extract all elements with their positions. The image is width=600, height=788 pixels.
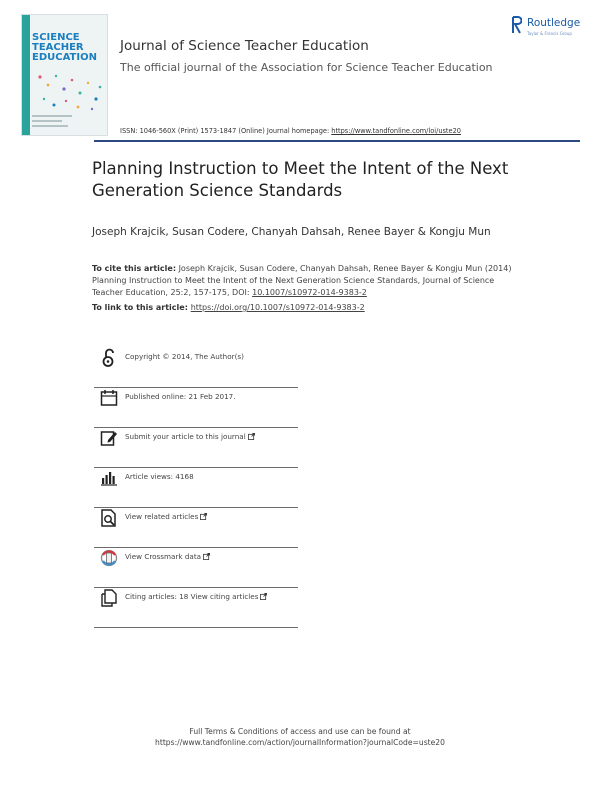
issn-text: ISSN: 1046-560X (Print) 1573-1847 (Online) Journal homepage: (120, 127, 332, 135)
journal-title[interactable]: Journal of Science Teacher Education (120, 38, 369, 54)
bar-chart-icon (100, 468, 118, 488)
related-articles-link[interactable]: View related articles (125, 512, 207, 521)
info-submit[interactable] (94, 428, 298, 468)
open-access-icon (100, 348, 118, 368)
citing-articles-link[interactable]: Citing articles: 18 View citing articles (125, 592, 267, 601)
doi-link[interactable]: 10.1007/s10972-014-9383-2 (252, 288, 367, 297)
external-link-icon (200, 513, 207, 520)
citing-articles-icon (100, 588, 118, 608)
article-link-line (92, 303, 365, 312)
cover-dots-graphic (36, 71, 106, 111)
info-views (94, 468, 298, 508)
copyright-text: Copyright © 2014, The Author(s) (125, 352, 244, 361)
cover-title-line: SCIENCE (32, 32, 80, 43)
citation-block (92, 263, 512, 299)
publisher-logo (512, 16, 590, 40)
journal-homepage-link[interactable]: https://www.tandfonline.com/loi/uste20 (331, 127, 461, 135)
publisher-tagline: Taylor & Francis Group (527, 31, 572, 36)
cover-footer-lines (32, 115, 82, 133)
publisher-name: Routledge (527, 17, 581, 29)
cover-title-line: EDUCATION (32, 52, 97, 63)
article-authors: Joseph Krajcik, Susan Codere, Chanyah Dahsah, Renee Bayer & Kongju Mun (92, 226, 491, 238)
calendar-icon (100, 388, 118, 408)
citation-label: To cite this article: (92, 264, 177, 273)
search-document-icon (100, 508, 118, 528)
crossmark-icon (100, 548, 118, 568)
issn-line (120, 127, 461, 135)
terms-url-link[interactable]: https://www.tandfonline.com/action/journalInformation?journalCode=uste20 (155, 738, 445, 747)
info-citing[interactable] (94, 588, 298, 628)
routledge-r-icon (512, 16, 522, 34)
article-title: Planning Instruction to Meet the Intent of the Next Generation Science Standards (92, 159, 509, 200)
journal-subtitle: The official journal of the Association for Science Teacher Education (120, 61, 493, 74)
external-link-icon (248, 433, 255, 440)
info-related[interactable] (94, 508, 298, 548)
terms-text: Full Terms & Conditions of access and use can be found at (189, 727, 411, 736)
crossmark-link[interactable]: View Crossmark data (125, 552, 210, 561)
info-published (94, 388, 298, 428)
cover-title-line: TEACHER (32, 42, 84, 53)
external-link-icon (260, 593, 267, 600)
info-copyright (94, 348, 298, 388)
edit-icon (100, 428, 118, 448)
cover-title (32, 33, 102, 63)
external-link-icon (203, 553, 210, 560)
info-crossmark[interactable] (94, 548, 298, 588)
cover-band (22, 15, 30, 135)
article-link-label: To link to this article: (92, 303, 191, 312)
article-url-link[interactable]: https://doi.org/10.1007/s10972-014-9383-2 (190, 303, 365, 312)
citation-text: Joseph Krajcik, Susan Codere, Chanyah Dahsah, Renee Bayer & Kongju Mun (2014) Planning Instruction to Meet the Intent of the Next Generation Science Standards, Journal of Science Teacher Education, 25:2, 157-175, DOI: (92, 264, 512, 297)
header-divider (94, 140, 580, 142)
terms-footer (0, 726, 600, 748)
journal-cover (21, 14, 108, 136)
submit-article-link[interactable]: Submit your article to this journal (125, 432, 255, 441)
article-views-text: Article views: 4168 (125, 472, 194, 481)
published-text: Published online: 21 Feb 2017. (125, 392, 236, 401)
